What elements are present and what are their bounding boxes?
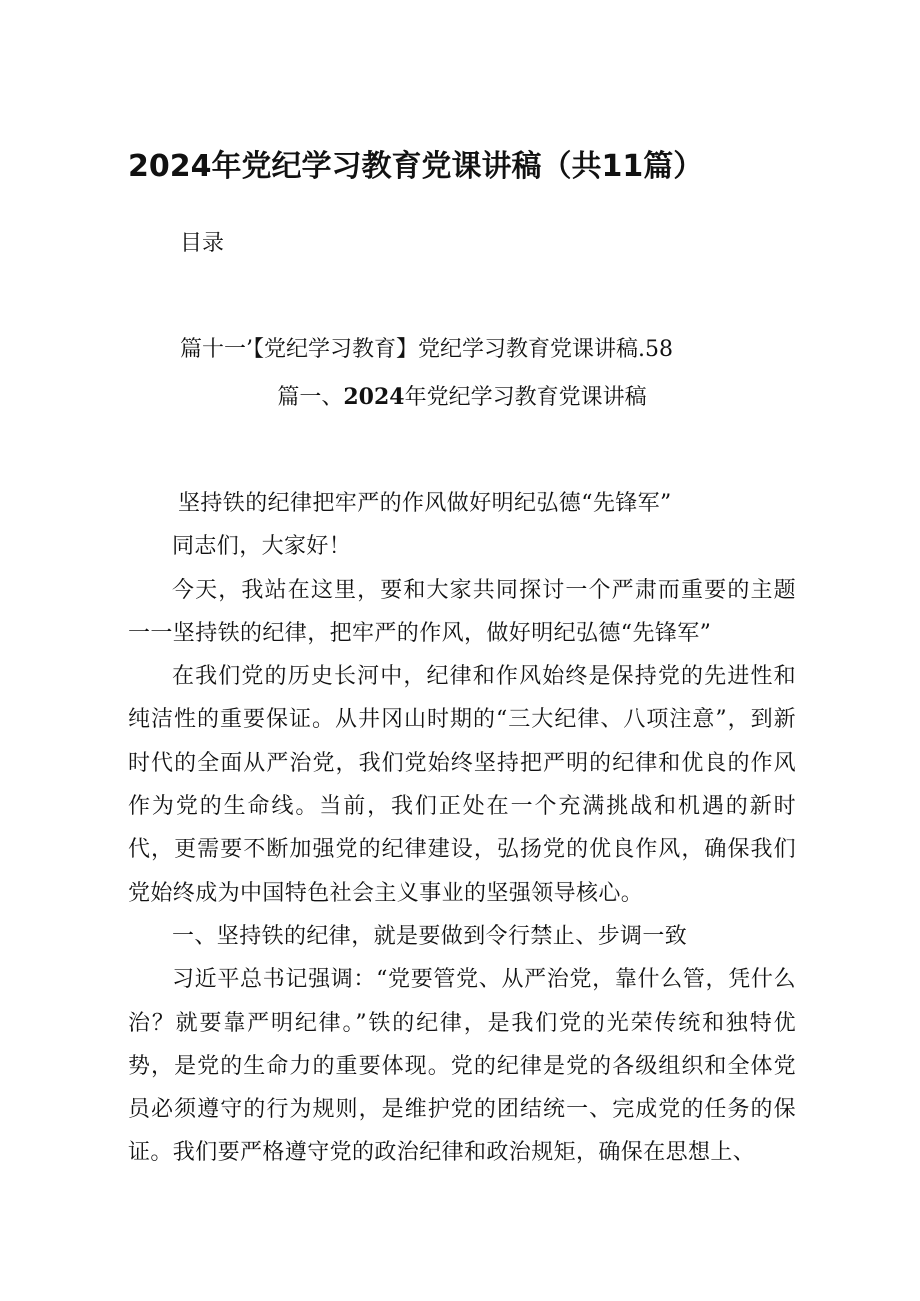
chapter-prefix: 篇一、: [277, 385, 344, 410]
paragraph: 习近平总书记强调：“党要管党、从严治党，靠什么管，凭什么治？就要靠严明纪律。”铁的纪律，是我们党的光荣传统和独特优势，是党的生命力的重要体现。党的纪律是党的各级组织和全体党员必须遵守的行为规则，是维护党的团结统一、完成党的任务的保证。我们要严格遵守党的政治纪律和政治规矩，确保在思想上、: [128, 967, 796, 1166]
greeting: 同志们，大家好！: [172, 534, 352, 560]
speech-title: 坚持铁的纪律把牢严的作风做好明纪弘德“先锋军”: [178, 491, 672, 516]
toc-heading: 目录: [180, 231, 225, 256]
toc-entry[interactable]: 篇十一’【党纪学习教育】党纪学习教育党课讲稿.58: [180, 337, 673, 362]
chapter-year: 2024: [343, 384, 405, 410]
paragraph: 在我们党的历史长河中，纪律和作风始终是保持党的先进性和纯洁性的重要保证。从井冈山时期的“三大纪律、八项注意”，到新时代的全面从严治党，我们党始终坚持把严明的纪律和优良的作风作为党的生命线。当前，我们正处在一个充满挑战和机遇的新时代，更需要不断加强党的纪律建设，弘扬党的优良作风，确保我们党始终成为中国特色社会主义事业的坚强领导核心。: [128, 664, 796, 906]
section-heading: 一、坚持铁的纪律，就是要做到令行禁止、步调一致: [172, 923, 688, 949]
chapter-title: [0, 379, 920, 416]
document-title: 2024年党纪学习教育党课讲稿（共11篇）: [128, 149, 704, 184]
chapter-rest: 年党纪学习教育党课讲稿: [404, 385, 647, 410]
body-text: [128, 482, 796, 1175]
paragraph: 今天，我站在这里，要和大家共同探讨一个严肃而重要的主题一一坚持铁的纪律，把牢严的作风，做好明纪弘德“先锋军”: [128, 577, 796, 646]
